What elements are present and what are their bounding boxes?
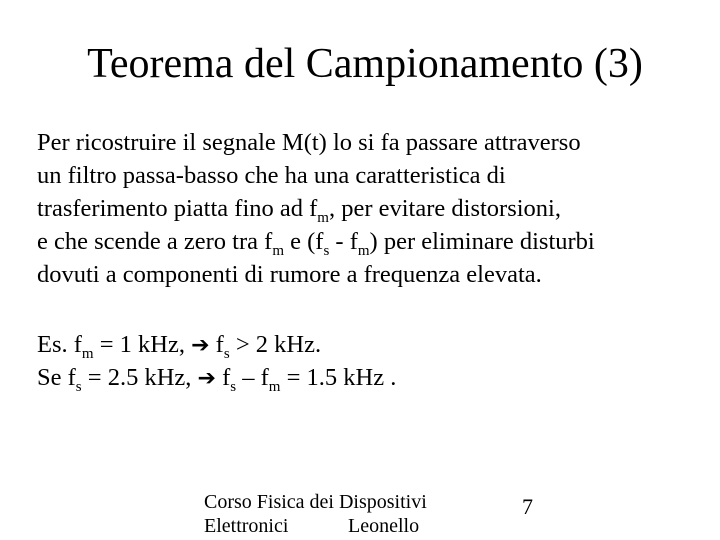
paragraph-line-3 <box>37 192 707 225</box>
text-segment: f <box>215 364 231 391</box>
subscript: s <box>75 379 82 395</box>
text-segment: f <box>209 331 224 358</box>
footer-line-2 <box>204 514 427 538</box>
text-segment: e che scende a zero tra f <box>37 228 273 255</box>
text-segment: e (f <box>283 228 324 255</box>
text-segment: ) per eliminare disturbi <box>369 228 595 255</box>
text-segment: , per evitare distorsioni, <box>328 195 561 222</box>
subscript: s <box>323 243 330 259</box>
text-segment: Es. f <box>37 331 82 358</box>
page-number: 7 <box>522 494 533 519</box>
footer-course-name: Elettronici <box>204 515 289 537</box>
examples-block <box>37 328 707 394</box>
subscript: s <box>230 379 237 395</box>
paragraph-line-2: un filtro passa-basso che ha una caratteristica di <box>37 162 506 189</box>
footer-line-1: Corso Fisica dei Dispositivi <box>204 491 427 513</box>
text-segment: > 2 kHz. <box>229 331 322 358</box>
paragraph-line-1: Per ricostruire il segnale M(t) lo si fa passare attraverso <box>37 129 581 156</box>
text-segment: trasferimento piatta fino ad f <box>37 195 318 222</box>
text-segment: = 2.5 kHz, <box>81 364 198 391</box>
subscript: m <box>81 346 94 362</box>
paragraph-line-4 <box>37 225 707 258</box>
subscript: s <box>223 346 230 362</box>
body-paragraph <box>37 126 707 291</box>
subscript: m <box>317 210 329 226</box>
footer-author: Leonello <box>348 515 420 537</box>
text-segment: Se f <box>37 364 76 391</box>
text-segment: = 1 kHz, <box>93 331 192 358</box>
example-line-2 <box>37 361 707 394</box>
paragraph-line-5: dovuti a componenti di rumore a frequenza elevata. <box>37 261 542 288</box>
subscript: m <box>357 243 370 259</box>
text-segment: - f <box>329 228 358 255</box>
slide-title: Teorema del Campionamento (3) <box>87 41 643 87</box>
subscript: m <box>268 379 281 395</box>
example-line-1 <box>37 328 707 361</box>
right-arrow-icon: ➔ <box>191 333 210 358</box>
text-segment: – f <box>236 364 269 391</box>
subscript: m <box>272 243 284 259</box>
footer-course <box>204 490 427 538</box>
text-segment: = 1.5 kHz . <box>280 364 397 391</box>
right-arrow-icon: ➔ <box>197 366 216 391</box>
